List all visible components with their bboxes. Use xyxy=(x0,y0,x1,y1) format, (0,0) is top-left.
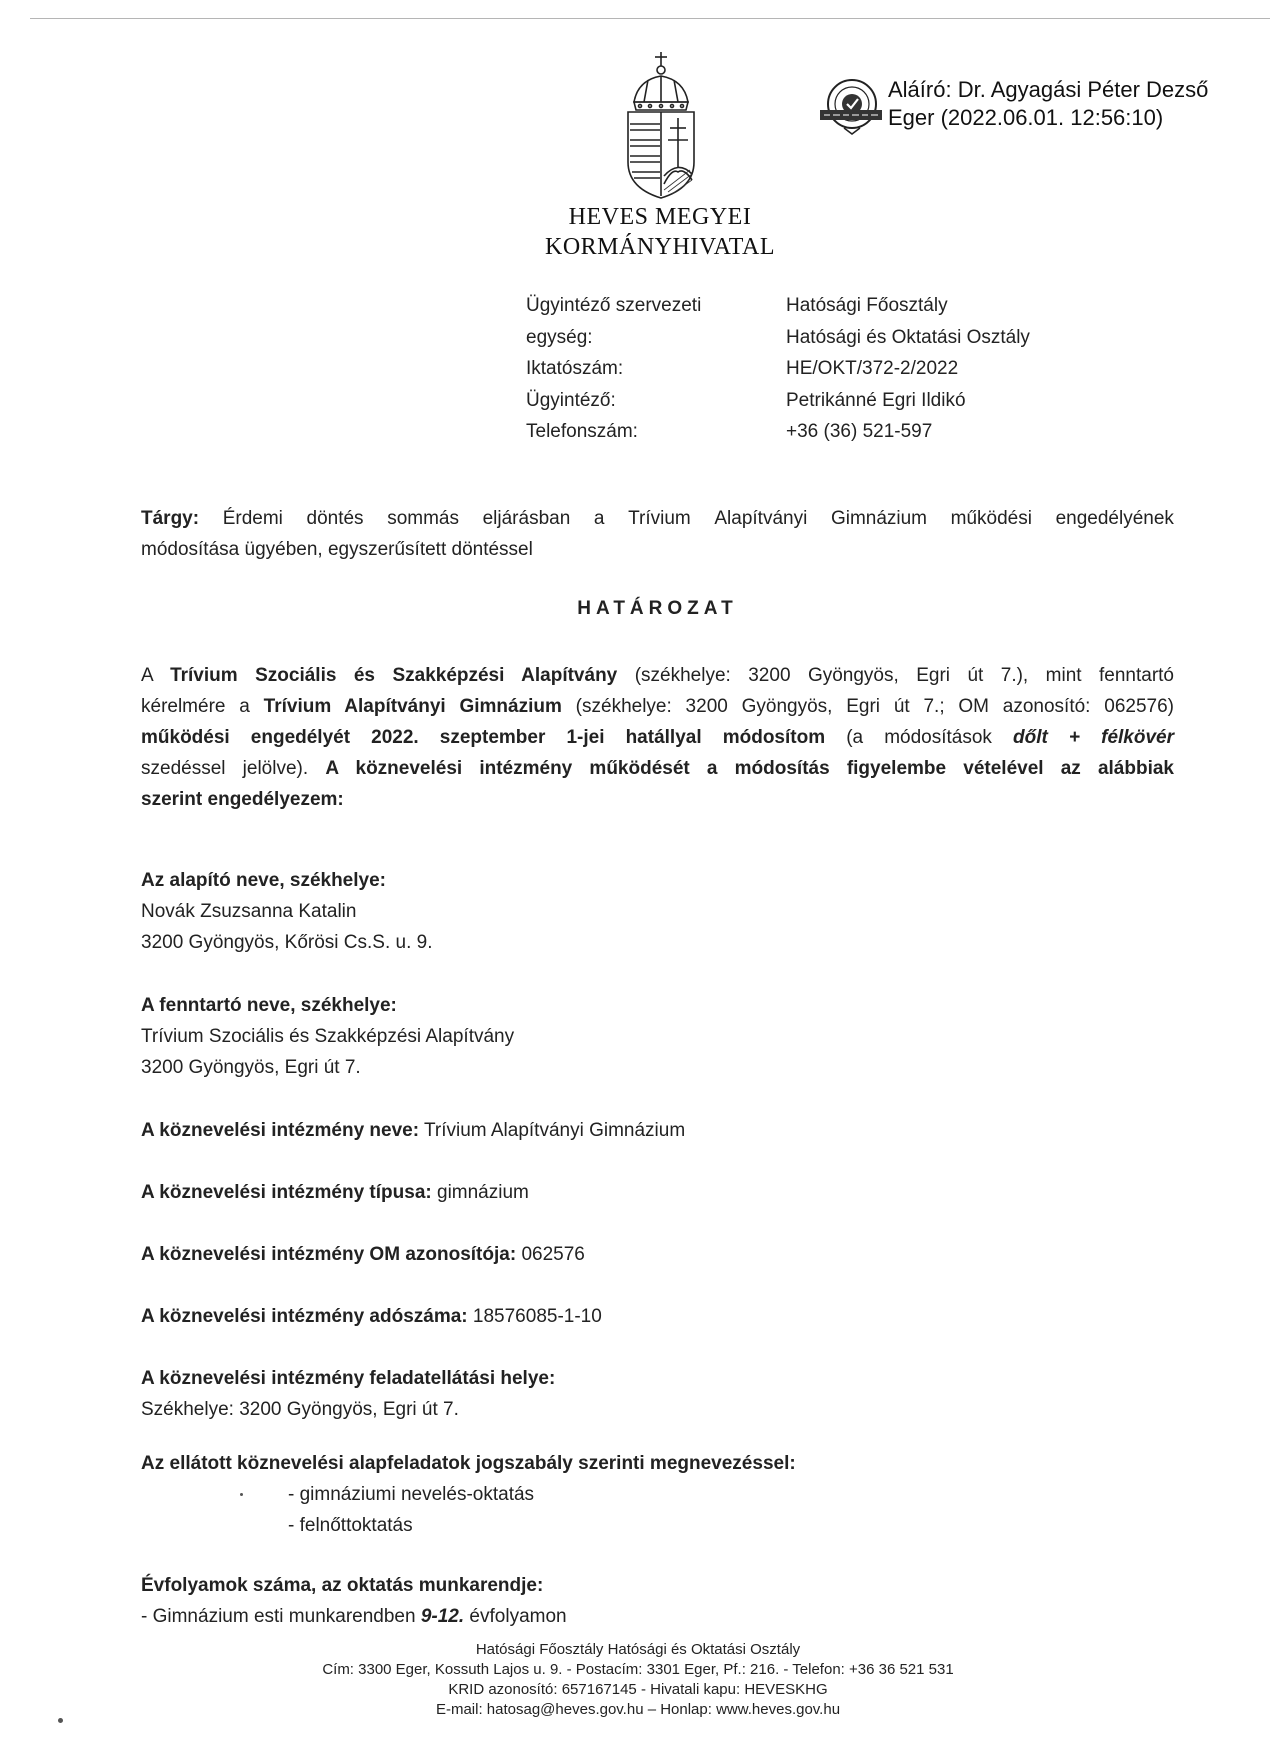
metadata-value: HE/OKT/372-2/2022 xyxy=(786,358,959,380)
list-item: - felnőttoktatás xyxy=(288,1515,413,1536)
subject-word: döntés xyxy=(306,508,364,529)
institution-name-bold: Trívium Alapítványi Gimnázium xyxy=(263,696,562,717)
decision-text: A xyxy=(141,665,171,686)
subject-word: Alapítványi xyxy=(714,508,808,529)
metadata-label: Telefonszám: xyxy=(526,421,638,443)
institution-om-value: 062576 xyxy=(516,1244,585,1265)
subject-label: Tárgy: xyxy=(141,508,200,529)
institution-tax-value: 18576085-1-10 xyxy=(467,1306,602,1327)
institution-name-value: Trívium Alapítványi Gimnázium xyxy=(419,1120,686,1141)
institution-type-section xyxy=(141,1177,1174,1208)
subject-word: Trívium xyxy=(628,508,691,529)
decision-text: kérelmére a xyxy=(141,696,264,717)
founder-name: Novák Zsuzsanna Katalin xyxy=(141,901,357,922)
agency-name xyxy=(520,202,800,262)
electronic-signature xyxy=(818,72,1258,142)
institution-om-label: A köznevelési intézmény OM azonosítója: xyxy=(141,1244,517,1265)
grades-line xyxy=(141,1601,1174,1632)
signer-name: Aláíró: Dr. Agyagási Péter Dezső xyxy=(888,77,1209,102)
grades-title: Évfolyamok száma, az oktatás munkarendje: xyxy=(141,1575,544,1596)
decision-line xyxy=(141,753,1174,784)
metadata-value: Hatósági és Oktatási Osztály xyxy=(786,326,1030,348)
decision-line xyxy=(141,722,1174,753)
subject-word: engedélyének xyxy=(1055,508,1174,529)
decision-heading: HATÁROZAT xyxy=(577,598,738,619)
subject-line1 xyxy=(141,503,1174,534)
decision-text: szedéssel jelölve). xyxy=(141,758,326,779)
subject-word: sommás xyxy=(387,508,459,529)
maintainer-name-bold: Trívium Szociális és Szakképzési Alapítvány xyxy=(170,665,618,686)
decision-paragraph xyxy=(141,660,1174,815)
footer-line: KRID azonosító: 657167145 - Hivatali kapu: HEVESKHG xyxy=(448,1681,828,1698)
maintainer-section xyxy=(141,990,1174,1083)
agency-name-line2: KORMÁNYHIVATAL xyxy=(545,234,775,260)
agency-name-line1: HEVES MEGYEI xyxy=(568,204,752,230)
institution-tax-label: A köznevelési intézmény adószáma: xyxy=(141,1306,468,1327)
institution-type-label: A köznevelési intézmény típusa: xyxy=(141,1182,432,1203)
bullet-dot xyxy=(240,1493,243,1496)
electronic-signature-seal-icon xyxy=(818,76,882,136)
maintainer-title: A fenntartó neve, székhelye: xyxy=(141,995,397,1016)
decision-line xyxy=(141,691,1174,722)
subject-line2: módosítása ügyében, egyszerűsített döntéssel xyxy=(141,539,533,560)
top-divider xyxy=(30,18,1270,19)
founder-section xyxy=(141,865,1174,958)
metadata-label: Ügyintéző szervezeti xyxy=(526,295,702,316)
institution-om-section xyxy=(141,1239,1174,1270)
maintainer-address: 3200 Gyöngyös, Egri út 7. xyxy=(141,1057,361,1078)
footer-line: E-mail: hatosag@heves.gov.hu – Honlap: www.heves.gov.hu xyxy=(435,1701,841,1718)
institution-site-section xyxy=(141,1363,1174,1425)
list-item: - gimnáziumi nevelés-oktatás xyxy=(288,1484,535,1505)
subject-word: Érdemi xyxy=(222,508,283,529)
subject-word: eljárásban xyxy=(482,508,571,529)
institution-site-title: A köznevelési intézmény feladatellátási helye: xyxy=(141,1368,556,1389)
grades-range: 9-12. xyxy=(420,1606,465,1627)
grades-text: - Gimnázium esti munkarendben xyxy=(141,1606,421,1627)
decision-text-bold: A köznevelési intézmény működését a módosítás figyelembe vételével az alábbiak xyxy=(325,758,1174,779)
decision-text-bold: működési engedélyét 2022. szeptember 1-jei hatállyal módosítom xyxy=(141,727,826,748)
tasks-section xyxy=(141,1448,1174,1479)
institution-name-label: A köznevelési intézmény neve: xyxy=(141,1120,420,1141)
subject-word: működési xyxy=(950,508,1032,529)
decision-text: (székhelye: 3200 Gyöngyös, Egri út 7.; OM azonosító: 062576) xyxy=(561,696,1174,717)
institution-name-section xyxy=(141,1115,1174,1146)
metadata-labels xyxy=(526,290,766,448)
decision-text-bold-italic: dőlt + félkövér xyxy=(1013,727,1174,748)
metadata-label: Ügyintéző: xyxy=(526,389,616,411)
metadata-values xyxy=(786,290,1186,448)
founder-title: Az alapító neve, székhelye: xyxy=(141,870,386,891)
grades-section xyxy=(141,1570,1174,1632)
institution-tax-section xyxy=(141,1301,1174,1332)
decision-text: (a módosítások xyxy=(825,727,1014,748)
metadata-label: Iktatószám: xyxy=(526,358,624,380)
subject-paragraph xyxy=(141,503,1174,565)
metadata-label: egység: xyxy=(526,326,593,348)
metadata-value: Hatósági Főosztály xyxy=(786,295,948,316)
tasks-list xyxy=(240,1479,534,1541)
institution-site-value: Székhelye: 3200 Gyöngyös, Egri út 7. xyxy=(141,1399,459,1420)
decision-text: (székhelye: 3200 Gyöngyös, Egri út 7.), mint fenntartó xyxy=(617,665,1175,686)
founder-address: 3200 Gyöngyös, Kőrösi Cs.S. u. 9. xyxy=(141,932,433,953)
metadata-value: Petrikánné Egri Ildikó xyxy=(786,389,966,411)
signature-place-time: Eger (2022.06.01. 12:56:10) xyxy=(888,105,1164,130)
maintainer-name: Trívium Szociális és Szakképzési Alapítvány xyxy=(141,1026,515,1047)
footer-line: Cím: 3300 Eger, Kossuth Lajos u. 9. - Postacím: 3301 Eger, Pf.: 216. - Telefon: +36 36 521 531 xyxy=(322,1661,954,1678)
subject-word: a xyxy=(593,508,605,529)
scan-speck xyxy=(58,1718,63,1723)
institution-type-value: gimnázium xyxy=(431,1182,529,1203)
decision-line xyxy=(141,660,1174,691)
page-footer xyxy=(0,1640,1276,1720)
tasks-title: Az ellátott köznevelési alapfeladatok jogszabály szerinti megnevezéssel: xyxy=(141,1453,796,1474)
grades-text: évfolyamon xyxy=(464,1606,567,1627)
decision-line: szerint engedélyezem: xyxy=(141,789,344,810)
subject-word: Gimnázium xyxy=(830,508,928,529)
metadata-value: +36 (36) 521-597 xyxy=(786,421,933,443)
footer-line: Hatósági Főosztály Hatósági és Oktatási Osztály xyxy=(475,1641,801,1658)
hungarian-coat-of-arms-icon xyxy=(620,50,702,200)
